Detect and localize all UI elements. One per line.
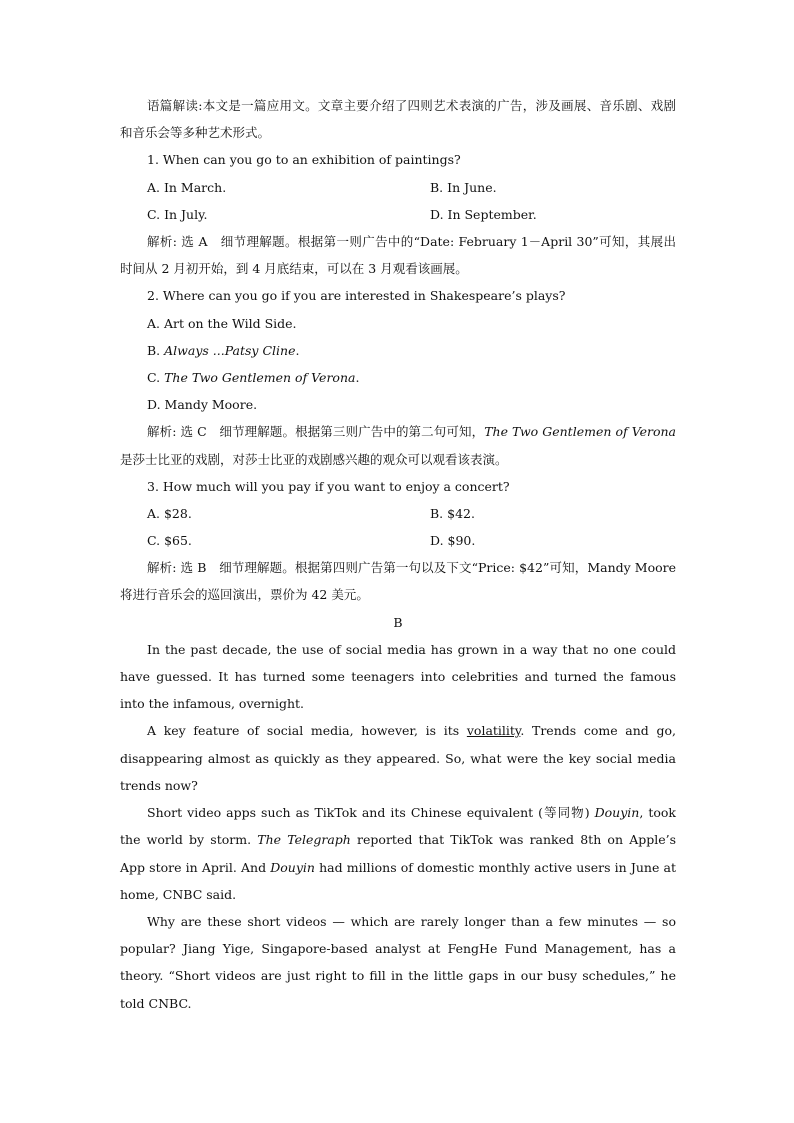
question-3-option-b: B. $42. (430, 505, 475, 521)
question-2-analysis (120, 418, 676, 472)
passage-paragraph-1: In the past decade, the use of social media has grown in a way that no one could have guessed. It has turned some teenagers into celebrities and turned the famous into the infamous, overnight. (120, 641, 676, 712)
question-2-option-d: D. Mandy Moore. (147, 397, 258, 413)
interpretation-label: 语篇解读: (147, 98, 203, 113)
question-1-option-c: C. In July. (147, 206, 208, 222)
analysis-2-post: 是莎士比亚的戏剧，对莎士比亚的戏剧感兴趣的观众可以观看该表演。 (120, 451, 508, 467)
analysis-2-title: The Two Gentlemen of Verona (484, 424, 676, 440)
question-2-option-b (120, 337, 676, 364)
question-3-option-d: D. $90. (430, 533, 476, 549)
question-3-stem: 3. How much will you pay if you want to enjoy a concert? (147, 478, 510, 494)
question-3-option-c: C. $65. (147, 533, 192, 549)
telegraph-title: The Telegraph (257, 832, 351, 848)
question-3-analysis: 解析: 选 B 细节理解题。根据第四则广告第一句以及下文“Price: $42”可知，Mandy Moore 将进行音乐会的巡回演出，票价为 42 美元。 (120, 560, 676, 603)
p3-text-d: had millions of domestic monthly active users in June at home, CNBC said. (120, 859, 676, 902)
option-b-title: Always ...Patsy Cline (164, 342, 296, 358)
option-c-title: The Two Gentlemen of Verona (164, 369, 356, 385)
question-1-options-row-1 (120, 174, 676, 201)
p3-text-c: reported that TikTok was ranked 8th on Apple’s App store in April. And (120, 832, 677, 875)
question-3-options-row-2 (120, 527, 676, 554)
question-1-option-d: D. In September. (430, 206, 537, 222)
option-b-letter: B. (147, 342, 165, 358)
option-c-letter: C. (147, 369, 165, 385)
document-page (120, 92, 676, 1017)
douyin-title: Douyin (594, 805, 640, 821)
interpretation-text: 本文是一篇应用文。文章主要介绍了四则艺术表演的广告，涉及画展、音乐剧、戏剧和音乐会等多种艺术形式。 (120, 98, 676, 141)
p2-text-start: A key feature of social media, however, is its (147, 723, 467, 739)
option-b-period: . (295, 342, 300, 358)
passage-paragraph-3 (120, 799, 676, 908)
option-c-period: . (355, 369, 360, 385)
question-3-option-a: A. $28. (147, 505, 192, 521)
section-label: B (393, 614, 403, 630)
underlined-word: volatility (466, 723, 521, 739)
p3-text-b: , took the world by storm. (120, 805, 676, 848)
question-2-stem: 2. Where can you go if you are interested in Shakespeare’s plays? (147, 288, 566, 304)
question-1-analysis: 解析: 选 A 细节理解题。根据第一则广告中的“Date: February 1－April 30”可知，其展出时间从 2 月初开始，到 4 月底结束，可以在 3 月观看该画展。 (120, 233, 676, 277)
analysis-2-pre: 解析: 选 C 细节理解题。根据第三则广告中的第二句可知， (147, 424, 485, 440)
passage-interpretation (120, 92, 676, 146)
question-2-option-c (120, 364, 676, 391)
question-1-option-a: A. In March. (147, 179, 227, 195)
question-3-options-row-1 (120, 500, 676, 527)
douyin-title-2: Douyin (270, 859, 315, 875)
question-1-options-row-2 (120, 201, 676, 228)
question-2-option-a: A. Art on the Wild Side. (147, 315, 297, 331)
p2-text-end: . Trends come and go, disappearing almost as quickly as they appeared. So, what were the key social media trends now? (120, 723, 676, 793)
question-1-stem: 1. When can you go to an exhibition of paintings? (147, 152, 461, 168)
passage-paragraph-4: Why are these short videos — which are rarely longer than a few minutes — so popular? Jiang Yige, Singapore-based analyst at FengHe Fund Management, has a theory. “Short videos are just right to fill in the little gaps in our busy schedules,” he told CNBC. (120, 913, 676, 1011)
p3-text-a: Short video apps such as TikTok and its Chinese equivalent (等同物) (147, 805, 595, 821)
passage-paragraph-2 (120, 717, 676, 799)
question-1-option-b: B. In June. (430, 179, 497, 195)
